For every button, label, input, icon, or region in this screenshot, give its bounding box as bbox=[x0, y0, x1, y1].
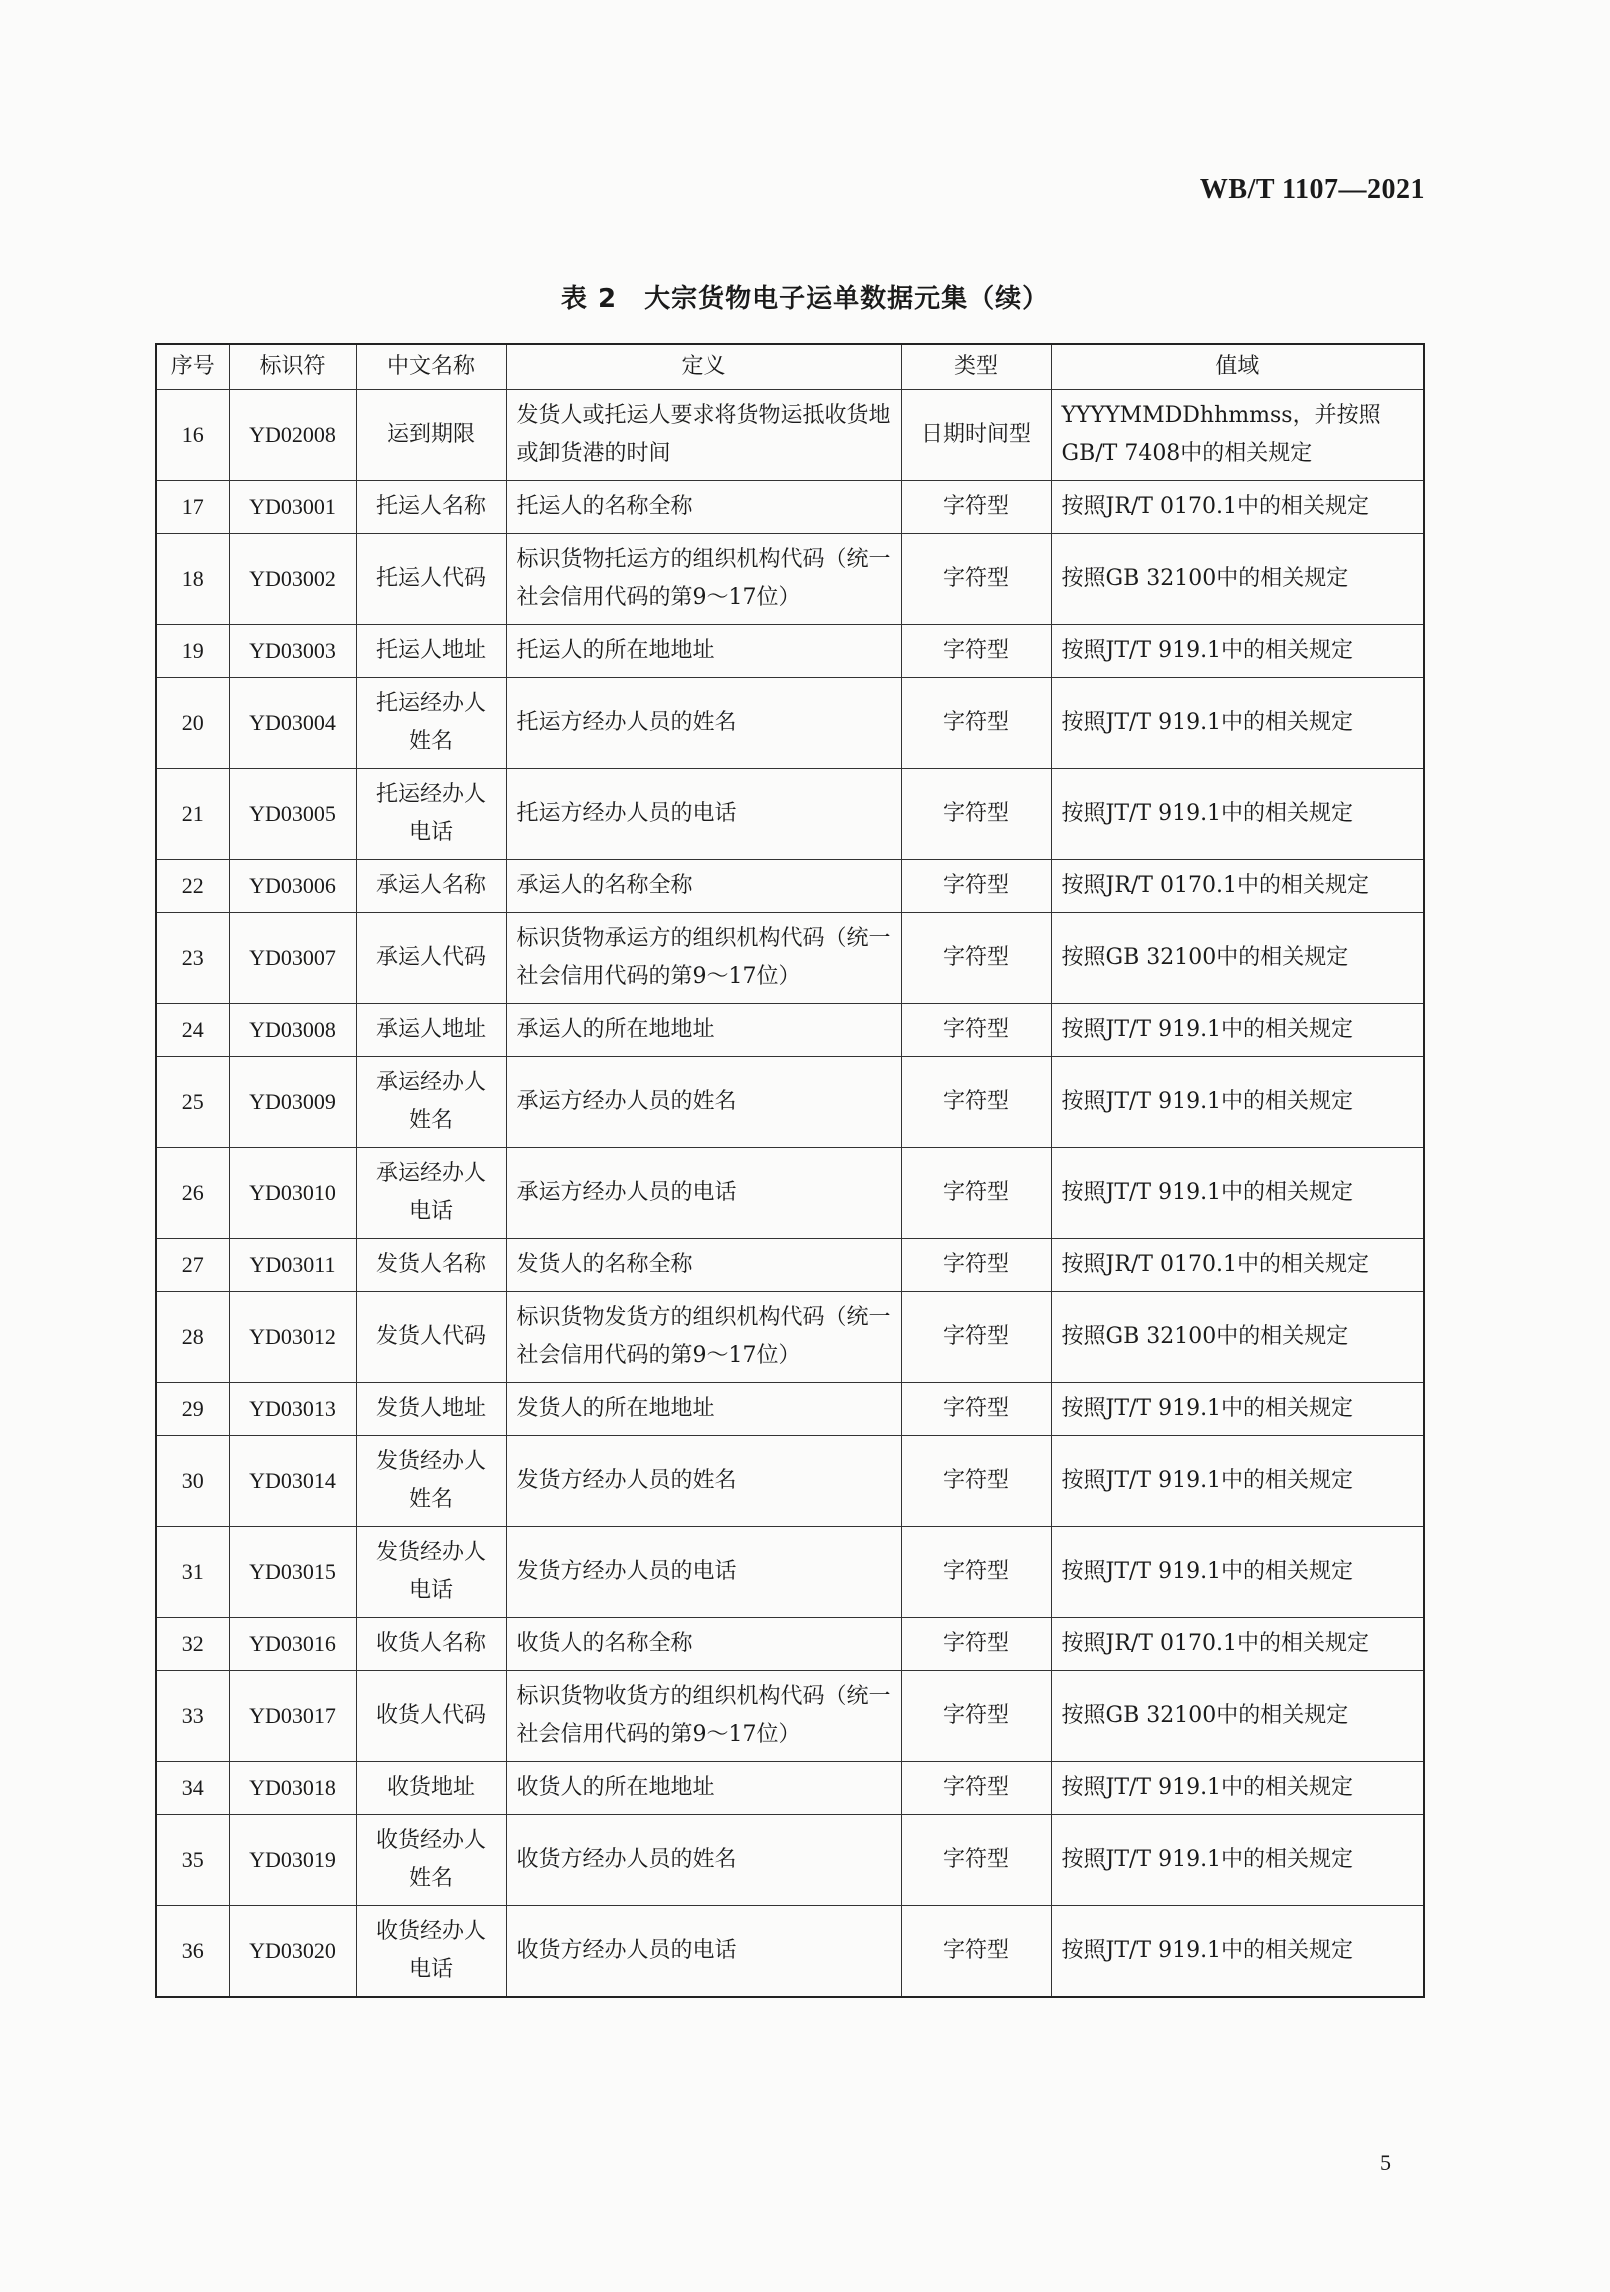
table-row bbox=[156, 1762, 1424, 1815]
cell-seq: 16 bbox=[156, 390, 229, 481]
cell-chinese-name: 收货人代码 bbox=[356, 1671, 506, 1762]
cell-seq: 27 bbox=[156, 1239, 229, 1292]
cell-type: 字符型 bbox=[901, 1815, 1051, 1906]
cell-chinese-name: 发货人代码 bbox=[356, 1292, 506, 1383]
cell-identifier: YD03016 bbox=[229, 1618, 356, 1671]
table-row bbox=[156, 390, 1424, 481]
cell-definition: 托运人的名称全称 bbox=[506, 481, 901, 534]
col-header-identifier: 标识符 bbox=[229, 344, 356, 390]
cell-type: 字符型 bbox=[901, 1004, 1051, 1057]
cell-definition: 承运方经办人员的姓名 bbox=[506, 1057, 901, 1148]
cell-type: 字符型 bbox=[901, 1527, 1051, 1618]
cell-definition: 标识货物托运方的组织机构代码（统一社会信用代码的第9～17位） bbox=[506, 534, 901, 625]
cell-chinese-name: 托运经办人姓名 bbox=[356, 678, 506, 769]
cell-type: 字符型 bbox=[901, 769, 1051, 860]
col-header-chinese-name: 中文名称 bbox=[356, 344, 506, 390]
cell-identifier: YD03017 bbox=[229, 1671, 356, 1762]
cell-chinese-name: 收货经办人电话 bbox=[356, 1906, 506, 1998]
cell-seq: 31 bbox=[156, 1527, 229, 1618]
table-row bbox=[156, 1906, 1424, 1998]
cell-chinese-name: 运到期限 bbox=[356, 390, 506, 481]
cell-seq: 28 bbox=[156, 1292, 229, 1383]
table-row bbox=[156, 1671, 1424, 1762]
cell-definition: 发货人或托运人要求将货物运抵收货地或卸货港的时间 bbox=[506, 390, 901, 481]
table-row bbox=[156, 1383, 1424, 1436]
cell-identifier: YD03008 bbox=[229, 1004, 356, 1057]
cell-definition: 发货人的所在地地址 bbox=[506, 1383, 901, 1436]
cell-definition: 发货方经办人员的姓名 bbox=[506, 1436, 901, 1527]
cell-definition: 收货方经办人员的姓名 bbox=[506, 1815, 901, 1906]
cell-identifier: YD03012 bbox=[229, 1292, 356, 1383]
cell-chinese-name: 发货人地址 bbox=[356, 1383, 506, 1436]
cell-chinese-name: 托运人代码 bbox=[356, 534, 506, 625]
cell-value-domain: 按照JT/T 919.1中的相关规定 bbox=[1051, 1906, 1424, 1998]
cell-type: 字符型 bbox=[901, 1057, 1051, 1148]
cell-seq: 32 bbox=[156, 1618, 229, 1671]
cell-value-domain: 按照JT/T 919.1中的相关规定 bbox=[1051, 625, 1424, 678]
cell-identifier: YD03014 bbox=[229, 1436, 356, 1527]
table-row bbox=[156, 1239, 1424, 1292]
cell-identifier: YD03005 bbox=[229, 769, 356, 860]
cell-identifier: YD03018 bbox=[229, 1762, 356, 1815]
cell-chinese-name: 收货经办人姓名 bbox=[356, 1815, 506, 1906]
cell-identifier: YD03007 bbox=[229, 913, 356, 1004]
cell-value-domain: 按照JR/T 0170.1中的相关规定 bbox=[1051, 860, 1424, 913]
cell-type: 字符型 bbox=[901, 860, 1051, 913]
cell-type: 字符型 bbox=[901, 1671, 1051, 1762]
cell-chinese-name: 发货人名称 bbox=[356, 1239, 506, 1292]
cell-value-domain: 按照JT/T 919.1中的相关规定 bbox=[1051, 1004, 1424, 1057]
cell-definition: 托运方经办人员的姓名 bbox=[506, 678, 901, 769]
cell-type: 日期时间型 bbox=[901, 390, 1051, 481]
cell-definition: 收货人的所在地地址 bbox=[506, 1762, 901, 1815]
cell-type: 字符型 bbox=[901, 1239, 1051, 1292]
col-header-value-domain: 值域 bbox=[1051, 344, 1424, 390]
table-row bbox=[156, 1148, 1424, 1239]
cell-type: 字符型 bbox=[901, 678, 1051, 769]
cell-chinese-name: 收货地址 bbox=[356, 1762, 506, 1815]
cell-definition: 承运方经办人员的电话 bbox=[506, 1148, 901, 1239]
table-row bbox=[156, 860, 1424, 913]
cell-identifier: YD03002 bbox=[229, 534, 356, 625]
cell-type: 字符型 bbox=[901, 1383, 1051, 1436]
cell-chinese-name: 收货人名称 bbox=[356, 1618, 506, 1671]
cell-chinese-name: 托运人名称 bbox=[356, 481, 506, 534]
cell-definition: 收货人的名称全称 bbox=[506, 1618, 901, 1671]
cell-type: 字符型 bbox=[901, 534, 1051, 625]
table-row bbox=[156, 678, 1424, 769]
cell-type: 字符型 bbox=[901, 1618, 1051, 1671]
cell-type: 字符型 bbox=[901, 1762, 1051, 1815]
cell-definition: 标识货物承运方的组织机构代码（统一社会信用代码的第9～17位） bbox=[506, 913, 901, 1004]
cell-seq: 25 bbox=[156, 1057, 229, 1148]
cell-chinese-name: 承运经办人姓名 bbox=[356, 1057, 506, 1148]
page-number: 5 bbox=[1380, 2150, 1391, 2175]
cell-value-domain: 按照JT/T 919.1中的相关规定 bbox=[1051, 1383, 1424, 1436]
cell-seq: 24 bbox=[156, 1004, 229, 1057]
cell-value-domain: 按照JR/T 0170.1中的相关规定 bbox=[1051, 1618, 1424, 1671]
col-header-definition: 定义 bbox=[506, 344, 901, 390]
cell-definition: 发货人的名称全称 bbox=[506, 1239, 901, 1292]
table-title: 表 2 大宗货物电子运单数据元集（续） bbox=[560, 284, 1050, 314]
cell-value-domain: 按照JT/T 919.1中的相关规定 bbox=[1051, 1057, 1424, 1148]
cell-seq: 29 bbox=[156, 1383, 229, 1436]
table-row bbox=[156, 913, 1424, 1004]
cell-type: 字符型 bbox=[901, 1436, 1051, 1527]
cell-seq: 30 bbox=[156, 1436, 229, 1527]
cell-identifier: YD03006 bbox=[229, 860, 356, 913]
cell-value-domain: YYYYMMDDhhmmss，并按照GB/T 7408中的相关规定 bbox=[1051, 390, 1424, 481]
cell-chinese-name: 承运人代码 bbox=[356, 913, 506, 1004]
table-row bbox=[156, 1292, 1424, 1383]
cell-definition: 托运人的所在地地址 bbox=[506, 625, 901, 678]
cell-value-domain: 按照JR/T 0170.1中的相关规定 bbox=[1051, 481, 1424, 534]
table-row bbox=[156, 481, 1424, 534]
cell-value-domain: 按照JT/T 919.1中的相关规定 bbox=[1051, 1527, 1424, 1618]
cell-type: 字符型 bbox=[901, 1148, 1051, 1239]
cell-seq: 34 bbox=[156, 1762, 229, 1815]
cell-type: 字符型 bbox=[901, 913, 1051, 1004]
table-row bbox=[156, 769, 1424, 860]
cell-identifier: YD03001 bbox=[229, 481, 356, 534]
cell-chinese-name: 发货经办人电话 bbox=[356, 1527, 506, 1618]
table-row bbox=[156, 625, 1424, 678]
cell-seq: 20 bbox=[156, 678, 229, 769]
cell-value-domain: 按照JT/T 919.1中的相关规定 bbox=[1051, 1815, 1424, 1906]
cell-chinese-name: 托运人地址 bbox=[356, 625, 506, 678]
table-row bbox=[156, 1057, 1424, 1148]
cell-value-domain: 按照JT/T 919.1中的相关规定 bbox=[1051, 678, 1424, 769]
cell-identifier: YD03020 bbox=[229, 1906, 356, 1998]
cell-identifier: YD03019 bbox=[229, 1815, 356, 1906]
cell-identifier: YD03015 bbox=[229, 1527, 356, 1618]
cell-definition: 承运人的名称全称 bbox=[506, 860, 901, 913]
cell-value-domain: 按照GB 32100中的相关规定 bbox=[1051, 1671, 1424, 1762]
cell-value-domain: 按照JT/T 919.1中的相关规定 bbox=[1051, 769, 1424, 860]
cell-chinese-name: 承运人名称 bbox=[356, 860, 506, 913]
cell-type: 字符型 bbox=[901, 1292, 1051, 1383]
cell-identifier: YD03013 bbox=[229, 1383, 356, 1436]
cell-identifier: YD03011 bbox=[229, 1239, 356, 1292]
cell-seq: 33 bbox=[156, 1671, 229, 1762]
table-header-row bbox=[156, 344, 1424, 390]
table-row bbox=[156, 1815, 1424, 1906]
cell-seq: 35 bbox=[156, 1815, 229, 1906]
cell-identifier: YD03010 bbox=[229, 1148, 356, 1239]
cell-value-domain: 按照GB 32100中的相关规定 bbox=[1051, 1292, 1424, 1383]
cell-value-domain: 按照JT/T 919.1中的相关规定 bbox=[1051, 1148, 1424, 1239]
table-row bbox=[156, 1004, 1424, 1057]
cell-type: 字符型 bbox=[901, 625, 1051, 678]
cell-seq: 17 bbox=[156, 481, 229, 534]
cell-definition: 标识货物收货方的组织机构代码（统一社会信用代码的第9～17位） bbox=[506, 1671, 901, 1762]
cell-value-domain: 按照JT/T 919.1中的相关规定 bbox=[1051, 1436, 1424, 1527]
cell-type: 字符型 bbox=[901, 1906, 1051, 1998]
col-header-type: 类型 bbox=[901, 344, 1051, 390]
standard-code: WB/T 1107—2021 bbox=[1199, 174, 1425, 205]
cell-identifier: YD03009 bbox=[229, 1057, 356, 1148]
table-row bbox=[156, 534, 1424, 625]
cell-seq: 23 bbox=[156, 913, 229, 1004]
table-row bbox=[156, 1436, 1424, 1527]
cell-identifier: YD03004 bbox=[229, 678, 356, 769]
cell-identifier: YD03003 bbox=[229, 625, 356, 678]
cell-seq: 26 bbox=[156, 1148, 229, 1239]
cell-seq: 36 bbox=[156, 1906, 229, 1998]
cell-chinese-name: 承运人地址 bbox=[356, 1004, 506, 1057]
cell-seq: 18 bbox=[156, 534, 229, 625]
cell-value-domain: 按照JR/T 0170.1中的相关规定 bbox=[1051, 1239, 1424, 1292]
cell-seq: 22 bbox=[156, 860, 229, 913]
cell-value-domain: 按照GB 32100中的相关规定 bbox=[1051, 534, 1424, 625]
cell-value-domain: 按照GB 32100中的相关规定 bbox=[1051, 913, 1424, 1004]
cell-chinese-name: 托运经办人电话 bbox=[356, 769, 506, 860]
cell-value-domain: 按照JT/T 919.1中的相关规定 bbox=[1051, 1762, 1424, 1815]
cell-definition: 收货方经办人员的电话 bbox=[506, 1906, 901, 1998]
cell-chinese-name: 承运经办人电话 bbox=[356, 1148, 506, 1239]
cell-seq: 21 bbox=[156, 769, 229, 860]
cell-chinese-name: 发货经办人姓名 bbox=[356, 1436, 506, 1527]
cell-definition: 标识货物发货方的组织机构代码（统一社会信用代码的第9～17位） bbox=[506, 1292, 901, 1383]
cell-definition: 发货方经办人员的电话 bbox=[506, 1527, 901, 1618]
data-element-table bbox=[155, 343, 1425, 1998]
cell-identifier: YD02008 bbox=[229, 390, 356, 481]
cell-definition: 托运方经办人员的电话 bbox=[506, 769, 901, 860]
table-row bbox=[156, 1618, 1424, 1671]
table-row bbox=[156, 1527, 1424, 1618]
cell-type: 字符型 bbox=[901, 481, 1051, 534]
col-header-seq: 序号 bbox=[156, 344, 229, 390]
cell-definition: 承运人的所在地地址 bbox=[506, 1004, 901, 1057]
cell-seq: 19 bbox=[156, 625, 229, 678]
